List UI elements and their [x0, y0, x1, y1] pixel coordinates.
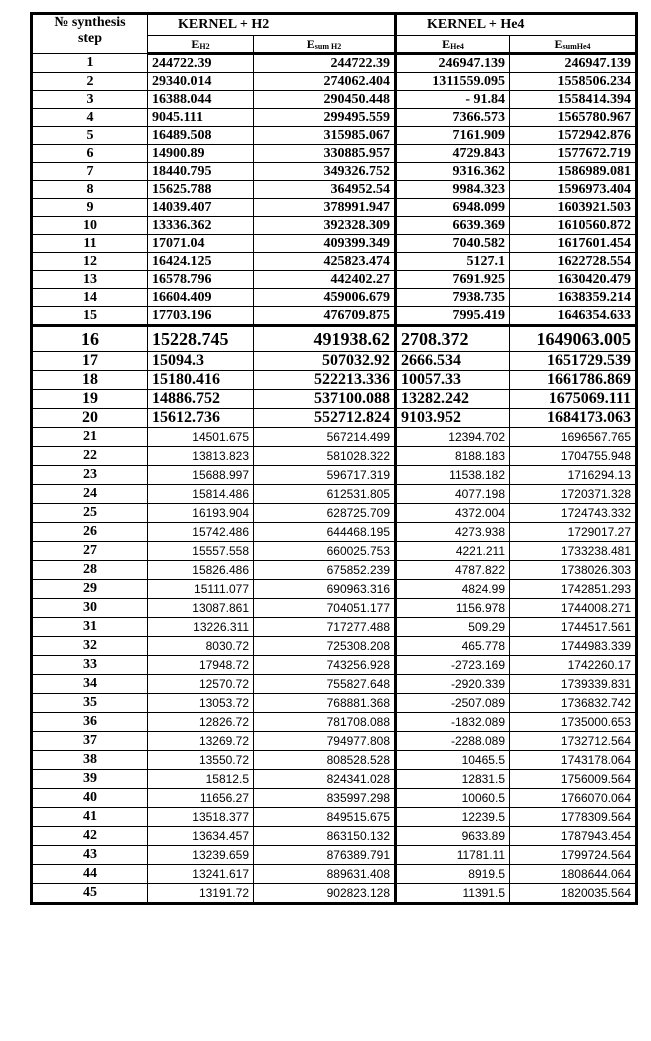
table-row [32, 217, 637, 235]
cell-step: 29 [32, 580, 148, 599]
cell-e-h2: 244722.39 [148, 54, 254, 73]
cell-e-he4: 11538.182 [396, 466, 510, 485]
cell-esum-h2: 755827.648 [254, 675, 396, 694]
table-row [32, 846, 637, 865]
cell-e-h2: 13053.72 [148, 694, 254, 713]
cell-e-he4: 509.29 [396, 618, 510, 637]
cell-esum-he4: 246947.139 [510, 54, 637, 73]
col-header-esum-h2-sub: sum H2 [314, 41, 342, 51]
cell-e-h2: 14886.752 [148, 390, 254, 409]
table-row [32, 675, 637, 694]
cell-esum-he4: 1744983.339 [510, 637, 637, 656]
cell-e-h2: 13336.362 [148, 217, 254, 235]
cell-e-h2: 15826.486 [148, 561, 254, 580]
table-row [32, 91, 637, 109]
cell-e-h2: 13634.457 [148, 827, 254, 846]
cell-esum-he4: 1558506.234 [510, 73, 637, 91]
cell-esum-h2: 522213.336 [254, 371, 396, 390]
cell-e-he4: 2708.372 [396, 326, 510, 352]
cell-step: 1 [32, 54, 148, 73]
table-row [32, 637, 637, 656]
cell-e-h2: 14039.407 [148, 199, 254, 217]
cell-esum-h2: 690963.316 [254, 580, 396, 599]
cell-esum-he4: 1744517.561 [510, 618, 637, 637]
cell-esum-he4: 1603921.503 [510, 199, 637, 217]
cell-e-he4: 7995.419 [396, 307, 510, 326]
table-row [32, 307, 637, 326]
cell-e-he4: 11391.5 [396, 884, 510, 904]
cell-step: 36 [32, 713, 148, 732]
cell-esum-he4: 1696567.765 [510, 428, 637, 447]
cell-e-he4: 7161.909 [396, 127, 510, 145]
cell-step: 40 [32, 789, 148, 808]
cell-esum-h2: 835997.298 [254, 789, 396, 808]
table-row [32, 561, 637, 580]
cell-esum-he4: 1724743.332 [510, 504, 637, 523]
cell-e-h2: 16424.125 [148, 253, 254, 271]
cell-esum-h2: 794977.808 [254, 732, 396, 751]
cell-step: 41 [32, 808, 148, 827]
cell-e-he4: 4372.004 [396, 504, 510, 523]
cell-e-h2: 14501.675 [148, 428, 254, 447]
cell-esum-h2: 409399.349 [254, 235, 396, 253]
table-row [32, 289, 637, 307]
cell-e-he4: 9633.89 [396, 827, 510, 846]
table-row [32, 618, 637, 637]
cell-esum-h2: 581028.322 [254, 447, 396, 466]
cell-step: 12 [32, 253, 148, 271]
cell-e-he4: 10057.33 [396, 371, 510, 390]
cell-e-h2: 13191.72 [148, 884, 254, 904]
table-body-steps-21-45 [32, 428, 637, 904]
cell-e-h2: 17703.196 [148, 307, 254, 326]
table-row [32, 751, 637, 770]
cell-esum-he4: 1572942.876 [510, 127, 637, 145]
cell-esum-he4: 1577672.719 [510, 145, 637, 163]
cell-e-h2: 17071.04 [148, 235, 254, 253]
cell-step: 8 [32, 181, 148, 199]
cell-e-he4: 4787.822 [396, 561, 510, 580]
synthesis-table-container [30, 12, 635, 905]
table-row [32, 181, 637, 199]
cell-step: 16 [32, 326, 148, 352]
cell-esum-h2: 442402.27 [254, 271, 396, 289]
cell-e-he4: 11781.11 [396, 846, 510, 865]
table-row [32, 271, 637, 289]
cell-e-he4: 8919.5 [396, 865, 510, 884]
cell-step: 22 [32, 447, 148, 466]
cell-esum-h2: 364952.54 [254, 181, 396, 199]
cell-step: 14 [32, 289, 148, 307]
cell-esum-he4: 1742851.293 [510, 580, 637, 599]
cell-e-h2: 13813.823 [148, 447, 254, 466]
cell-esum-he4: 1735000.653 [510, 713, 637, 732]
cell-esum-h2: 552712.824 [254, 409, 396, 428]
cell-step: 13 [32, 271, 148, 289]
cell-esum-he4: 1808644.064 [510, 865, 637, 884]
cell-esum-he4: 1684173.063 [510, 409, 637, 428]
cell-e-he4: 13282.242 [396, 390, 510, 409]
cell-e-he4: 7366.573 [396, 109, 510, 127]
cell-esum-he4: 1778309.564 [510, 808, 637, 827]
cell-step: 39 [32, 770, 148, 789]
table-row [32, 163, 637, 181]
cell-e-h2: 15094.3 [148, 352, 254, 371]
cell-step: 7 [32, 163, 148, 181]
cell-e-h2: 17948.72 [148, 656, 254, 675]
cell-e-h2: 15812.5 [148, 770, 254, 789]
table-row [32, 504, 637, 523]
cell-step: 11 [32, 235, 148, 253]
cell-step: 25 [32, 504, 148, 523]
cell-esum-h2: 849515.675 [254, 808, 396, 827]
table-row [32, 789, 637, 808]
cell-step: 10 [32, 217, 148, 235]
cell-esum-he4: 1716294.13 [510, 466, 637, 485]
cell-step: 31 [32, 618, 148, 637]
cell-esum-h2: 507032.92 [254, 352, 396, 371]
cell-e-h2: 13518.377 [148, 808, 254, 827]
synthesis-energy-table [30, 12, 638, 905]
cell-esum-he4: 1820035.564 [510, 884, 637, 904]
cell-esum-h2: 808528.528 [254, 751, 396, 770]
cell-esum-h2: 491938.62 [254, 326, 396, 352]
cell-e-h2: 12826.72 [148, 713, 254, 732]
cell-step: 3 [32, 91, 148, 109]
table-row [32, 580, 637, 599]
cell-step: 9 [32, 199, 148, 217]
cell-e-h2: 16388.044 [148, 91, 254, 109]
cell-e-h2: 16578.796 [148, 271, 254, 289]
cell-e-h2: 8030.72 [148, 637, 254, 656]
cell-step: 2 [32, 73, 148, 91]
cell-e-he4: -1832.089 [396, 713, 510, 732]
col-header-e-h2 [148, 36, 254, 54]
cell-step: 28 [32, 561, 148, 580]
cell-e-he4: 5127.1 [396, 253, 510, 271]
cell-esum-he4: 1610560.872 [510, 217, 637, 235]
cell-e-he4: 465.778 [396, 637, 510, 656]
cell-esum-he4: 1704755.948 [510, 447, 637, 466]
col-header-esum-he4 [510, 36, 637, 54]
cell-step: 37 [32, 732, 148, 751]
cell-esum-he4: 1622728.554 [510, 253, 637, 271]
cell-e-h2: 11656.27 [148, 789, 254, 808]
table-row [32, 127, 637, 145]
cell-e-h2: 29340.014 [148, 73, 254, 91]
table-row [32, 466, 637, 485]
cell-e-he4: 7938.735 [396, 289, 510, 307]
cell-esum-h2: 628725.709 [254, 504, 396, 523]
table-row [32, 599, 637, 618]
cell-esum-h2: 644468.195 [254, 523, 396, 542]
table-row [32, 199, 637, 217]
cell-e-h2: 15111.077 [148, 580, 254, 599]
cell-e-he4: 8188.183 [396, 447, 510, 466]
cell-esum-he4: 1742260.17 [510, 656, 637, 675]
cell-step: 21 [32, 428, 148, 447]
cell-e-h2: 15557.558 [148, 542, 254, 561]
col-header-e-he4-sub: He4 [450, 41, 464, 51]
cell-e-he4: -2288.089 [396, 732, 510, 751]
cell-e-h2: 9045.111 [148, 109, 254, 127]
cell-step: 35 [32, 694, 148, 713]
cell-e-h2: 16193.904 [148, 504, 254, 523]
table-row [32, 73, 637, 91]
cell-esum-h2: 889631.408 [254, 865, 396, 884]
cell-e-he4: 4824.99 [396, 580, 510, 599]
cell-esum-he4: 1736832.742 [510, 694, 637, 713]
cell-esum-he4: 1738026.303 [510, 561, 637, 580]
table-row [32, 523, 637, 542]
cell-step: 18 [32, 371, 148, 390]
cell-esum-h2: 717277.488 [254, 618, 396, 637]
cell-e-h2: 12570.72 [148, 675, 254, 694]
table-row [32, 409, 637, 428]
cell-esum-h2: 675852.239 [254, 561, 396, 580]
cell-esum-he4: 1744008.271 [510, 599, 637, 618]
cell-e-he4: 9984.323 [396, 181, 510, 199]
group-header-h2: KERNEL + H2 [148, 14, 396, 36]
cell-e-he4: 4273.938 [396, 523, 510, 542]
cell-esum-h2: 378991.947 [254, 199, 396, 217]
cell-step: 15 [32, 307, 148, 326]
table-row [32, 326, 637, 352]
cell-e-he4: 4077.198 [396, 485, 510, 504]
cell-e-h2: 15228.745 [148, 326, 254, 352]
cell-e-h2: 14900.89 [148, 145, 254, 163]
step-header-line1: № synthesis [54, 15, 126, 30]
cell-step: 45 [32, 884, 148, 904]
cell-esum-h2: 476709.875 [254, 307, 396, 326]
cell-e-he4: 6948.099 [396, 199, 510, 217]
cell-esum-h2: 612531.805 [254, 485, 396, 504]
cell-e-h2: 15625.788 [148, 181, 254, 199]
cell-esum-h2: 704051.177 [254, 599, 396, 618]
cell-esum-h2: 537100.088 [254, 390, 396, 409]
cell-step: 24 [32, 485, 148, 504]
cell-esum-he4: 1675069.111 [510, 390, 637, 409]
table-row [32, 485, 637, 504]
table-row [32, 694, 637, 713]
cell-esum-h2: 349326.752 [254, 163, 396, 181]
col-header-esum-h2-main: E [306, 36, 315, 51]
cell-esum-he4: 1596973.404 [510, 181, 637, 199]
cell-e-he4: 246947.139 [396, 54, 510, 73]
table-row [32, 109, 637, 127]
cell-e-h2: 18440.795 [148, 163, 254, 181]
cell-esum-he4: 1739339.831 [510, 675, 637, 694]
cell-esum-he4: 1617601.454 [510, 235, 637, 253]
cell-step: 5 [32, 127, 148, 145]
cell-esum-he4: 1799724.564 [510, 846, 637, 865]
cell-e-he4: 12394.702 [396, 428, 510, 447]
table-row [32, 447, 637, 466]
cell-e-h2: 13226.311 [148, 618, 254, 637]
cell-e-h2: 15688.997 [148, 466, 254, 485]
cell-esum-h2: 244722.39 [254, 54, 396, 73]
cell-esum-h2: 863150.132 [254, 827, 396, 846]
table-row [32, 884, 637, 904]
table-row [32, 808, 637, 827]
cell-esum-he4: 1661786.869 [510, 371, 637, 390]
col-header-e-h2-sub: H2 [199, 41, 210, 51]
cell-e-h2: 13241.617 [148, 865, 254, 884]
cell-e-he4: 4221.211 [396, 542, 510, 561]
cell-step: 42 [32, 827, 148, 846]
cell-step: 23 [32, 466, 148, 485]
table-row [32, 542, 637, 561]
table-row [32, 145, 637, 163]
cell-esum-he4: 1729017.27 [510, 523, 637, 542]
step-header-line2: step [77, 31, 103, 46]
cell-step: 30 [32, 599, 148, 618]
cell-e-h2: 16604.409 [148, 289, 254, 307]
cell-esum-he4: 1638359.214 [510, 289, 637, 307]
cell-e-he4: 7691.925 [396, 271, 510, 289]
cell-e-he4: 10465.5 [396, 751, 510, 770]
cell-e-he4: 7040.582 [396, 235, 510, 253]
cell-e-he4: 9103.952 [396, 409, 510, 428]
cell-esum-he4: 1651729.539 [510, 352, 637, 371]
cell-step: 6 [32, 145, 148, 163]
cell-esum-he4: 1720371.328 [510, 485, 637, 504]
cell-esum-h2: 743256.928 [254, 656, 396, 675]
cell-esum-h2: 596717.319 [254, 466, 396, 485]
cell-esum-h2: 725308.208 [254, 637, 396, 656]
table-row [32, 371, 637, 390]
col-header-esum-he4-main: E [554, 36, 563, 51]
cell-e-h2: 15180.416 [148, 371, 254, 390]
cell-step: 43 [32, 846, 148, 865]
cell-step: 34 [32, 675, 148, 694]
cell-e-he4: 1156.978 [396, 599, 510, 618]
cell-esum-he4: 1732712.564 [510, 732, 637, 751]
cell-e-he4: 6639.369 [396, 217, 510, 235]
cell-esum-he4: 1558414.394 [510, 91, 637, 109]
cell-esum-he4: 1649063.005 [510, 326, 637, 352]
cell-esum-h2: 824341.028 [254, 770, 396, 789]
cell-esum-he4: 1756009.564 [510, 770, 637, 789]
cell-e-he4: 2666.534 [396, 352, 510, 371]
cell-esum-h2: 768881.368 [254, 694, 396, 713]
cell-esum-h2: 274062.404 [254, 73, 396, 91]
cell-esum-he4: 1630420.479 [510, 271, 637, 289]
cell-e-he4: 1311559.095 [396, 73, 510, 91]
cell-e-h2: 13269.72 [148, 732, 254, 751]
cell-esum-he4: 1743178.064 [510, 751, 637, 770]
table-row [32, 827, 637, 846]
step-header [32, 14, 148, 54]
cell-e-he4: 9316.362 [396, 163, 510, 181]
cell-esum-h2: 876389.791 [254, 846, 396, 865]
cell-esum-he4: 1733238.481 [510, 542, 637, 561]
cell-step: 27 [32, 542, 148, 561]
table-row [32, 253, 637, 271]
cell-esum-h2: 459006.679 [254, 289, 396, 307]
cell-e-he4: 4729.843 [396, 145, 510, 163]
cell-e-h2: 13550.72 [148, 751, 254, 770]
cell-esum-he4: 1646354.633 [510, 307, 637, 326]
col-header-e-he4-main: E [442, 36, 451, 51]
table-row [32, 770, 637, 789]
col-header-esum-h2 [254, 36, 396, 54]
col-header-esum-he4-sub: sumHe4 [562, 41, 591, 51]
cell-e-he4: - 91.84 [396, 91, 510, 109]
cell-step: 44 [32, 865, 148, 884]
table-row [32, 732, 637, 751]
cell-e-he4: 12831.5 [396, 770, 510, 789]
table-body-steps-16-20 [32, 326, 637, 428]
cell-e-he4: -2920.339 [396, 675, 510, 694]
table-body-steps-1-15 [32, 54, 637, 326]
table-row [32, 390, 637, 409]
cell-esum-h2: 660025.753 [254, 542, 396, 561]
cell-e-he4: -2723.169 [396, 656, 510, 675]
cell-esum-h2: 425823.474 [254, 253, 396, 271]
cell-e-he4: -2507.089 [396, 694, 510, 713]
table-row [32, 865, 637, 884]
cell-esum-h2: 567214.499 [254, 428, 396, 447]
cell-e-he4: 10060.5 [396, 789, 510, 808]
cell-esum-h2: 330885.957 [254, 145, 396, 163]
group-header-he4: KERNEL + He4 [396, 14, 637, 36]
cell-e-h2: 15742.486 [148, 523, 254, 542]
cell-esum-h2: 902823.128 [254, 884, 396, 904]
col-header-e-h2-main: E [191, 36, 200, 51]
cell-e-he4: 12239.5 [396, 808, 510, 827]
table-row [32, 428, 637, 447]
cell-esum-he4: 1766070.064 [510, 789, 637, 808]
cell-step: 20 [32, 409, 148, 428]
cell-esum-h2: 392328.309 [254, 217, 396, 235]
cell-esum-h2: 299495.559 [254, 109, 396, 127]
cell-step: 33 [32, 656, 148, 675]
table-row [32, 352, 637, 371]
cell-esum-h2: 290450.448 [254, 91, 396, 109]
cell-e-h2: 16489.508 [148, 127, 254, 145]
cell-esum-h2: 315985.067 [254, 127, 396, 145]
cell-esum-he4: 1787943.454 [510, 827, 637, 846]
cell-step: 32 [32, 637, 148, 656]
cell-e-h2: 13239.659 [148, 846, 254, 865]
table-row [32, 713, 637, 732]
table-row [32, 235, 637, 253]
cell-step: 38 [32, 751, 148, 770]
cell-esum-h2: 781708.088 [254, 713, 396, 732]
cell-e-h2: 15612.736 [148, 409, 254, 428]
group-header-row [32, 14, 637, 36]
cell-esum-he4: 1586989.081 [510, 163, 637, 181]
col-header-e-he4 [396, 36, 510, 54]
table-row [32, 54, 637, 73]
cell-step: 26 [32, 523, 148, 542]
cell-step: 19 [32, 390, 148, 409]
cell-esum-he4: 1565780.967 [510, 109, 637, 127]
cell-e-h2: 15814.486 [148, 485, 254, 504]
cell-e-h2: 13087.861 [148, 599, 254, 618]
cell-step: 4 [32, 109, 148, 127]
table-row [32, 656, 637, 675]
cell-step: 17 [32, 352, 148, 371]
